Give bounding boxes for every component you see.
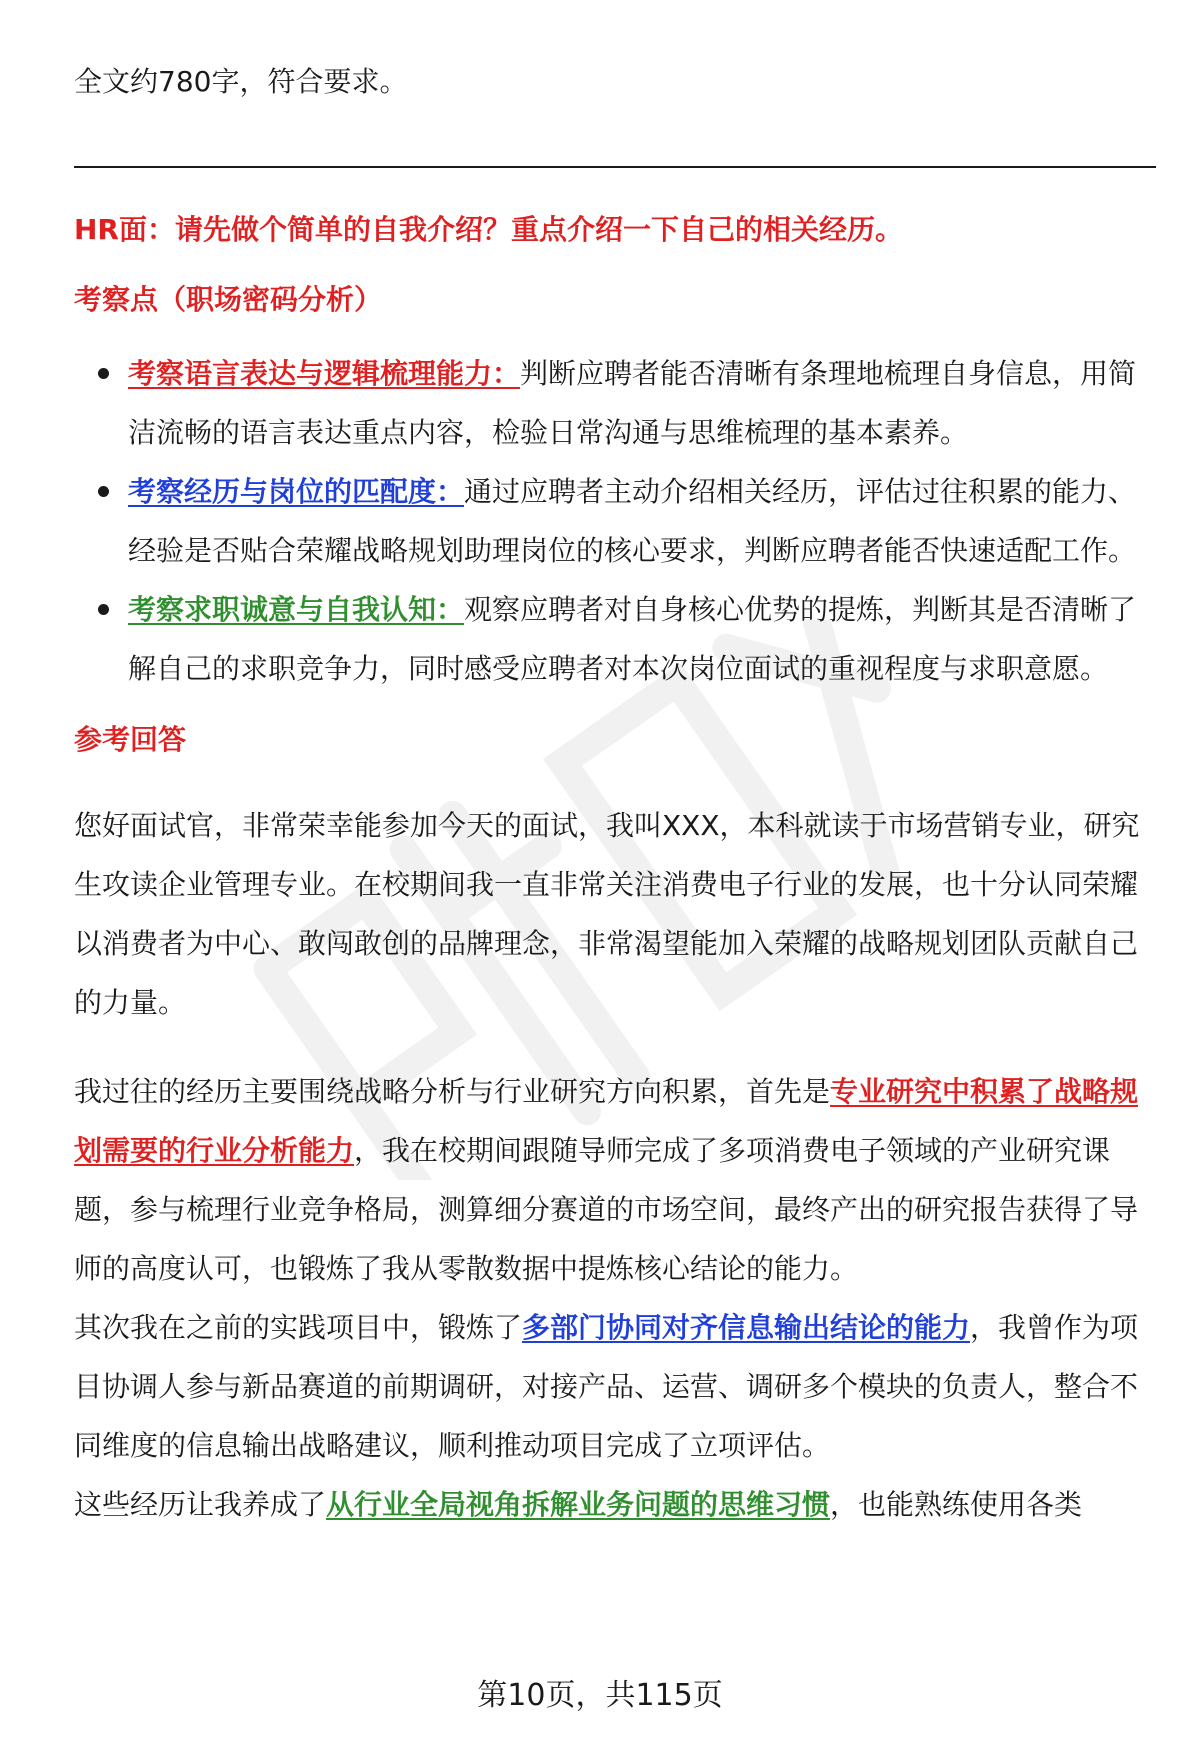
document-page <box>74 62 1154 1534</box>
answer-paragraph-4 <box>74 1475 1154 1534</box>
analysis-point <box>74 580 1154 698</box>
analysis-point <box>74 344 1154 462</box>
page-number-footer: 第10页，共115页 <box>477 1678 723 1713</box>
bullet-dot <box>98 368 109 379</box>
intro-line: 全文约780字，符合要求。 <box>74 65 408 98</box>
paragraph-text: 其次我在之前的实践项目中，锻炼了 <box>74 1311 523 1344</box>
paragraph-text: 我过往的经历主要围绕战略分析与行业研究方向积累，首先是 <box>74 1075 831 1108</box>
paragraph-text: ，我在校期间跟随导师完成了多项消费电子领域的产业研究课题，参与梳理行业竞争格局，测算细分赛道的市场空间，最终产出的研究报告获得了导师的高度认可，也锻炼了我从零散数据中提炼核心结论的能力。 <box>74 1134 1139 1285</box>
paragraph-text: 这些经历让我养成了 <box>74 1488 327 1521</box>
analysis-point-text: 通过应聘者主动介绍相关经历，评估过往积累的能力、经验是否贴合荣耀战略规划助理岗位的核心要求，判断应聘者能否快速适配工作。 <box>128 475 1137 567</box>
question-heading: HR面：请先做个简单的自我介绍？重点介绍一下自己的相关经历。 <box>74 213 903 246</box>
highlight-red: 专业研究中积累了战略规划需要的行业分析能力 <box>74 1075 1139 1167</box>
answer-paragraph-1: 您好面试官，非常荣幸能参加今天的面试，我叫XXX，本科就读于市场营销专业，研究生攻读企业管理专业。在校期间我一直非常关注消费电子行业的发展，也十分认同荣耀以消费者为中心、敢闯敢创的品牌理念，非常渴望能加入荣耀的战略规划团队贡献自己的力量。 <box>74 809 1140 1019</box>
analysis-point-text: 判断应聘者能否清晰有条理地梳理自身信息，用简洁流畅的语言表达重点内容，检验日常沟通与思维梳理的基本素养。 <box>128 357 1137 449</box>
analysis-point-key: 考察语言表达与逻辑梳理能力： <box>128 357 521 390</box>
bullet-dot <box>98 486 109 497</box>
analysis-heading: 考察点（职场密码分析） <box>74 283 383 316</box>
analysis-points-list <box>74 344 1154 698</box>
analysis-point-text: 观察应聘者对自身核心优势的提炼，判断其是否清晰了解自己的求职竞争力，同时感受应聘者对本次岗位面试的重视程度与求职意愿。 <box>128 593 1137 685</box>
answer-paragraph-3 <box>74 1298 1154 1475</box>
analysis-point-key: 考察求职诚意与自我认知： <box>128 593 465 626</box>
analysis-point-key: 考察经历与岗位的匹配度： <box>128 475 465 508</box>
analysis-point <box>74 462 1154 580</box>
paragraph-text: ，我曾作为项目协调人参与新品赛道的前期调研，对接产品、运营、调研多个模块的负责人，整合不同维度的信息输出战略建议，顺利推动项目完成了立项评估。 <box>74 1311 1139 1462</box>
bullet-dot <box>98 604 109 615</box>
highlight-green: 从行业全局视角拆解业务问题的思维习惯 <box>326 1488 831 1521</box>
answer-paragraph-2 <box>74 1062 1154 1298</box>
answer-heading: 参考回答 <box>74 723 187 756</box>
highlight-blue: 多部门协同对齐信息输出结论的能力 <box>522 1311 971 1344</box>
section-divider <box>74 166 1156 168</box>
paragraph-text: ，也能熟练使用各类 <box>830 1488 1083 1521</box>
